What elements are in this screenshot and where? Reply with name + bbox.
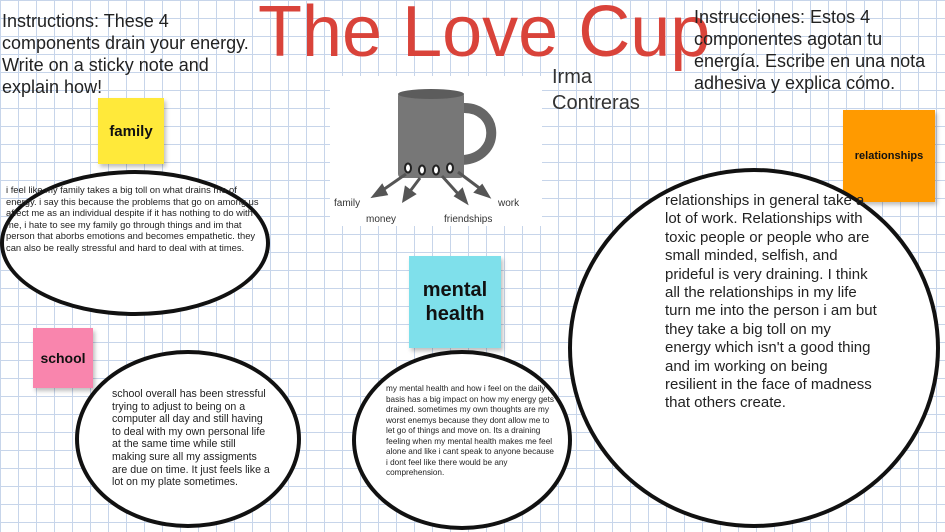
love-cup-illustration <box>330 76 542 226</box>
page-title: The Love Cup <box>258 0 711 72</box>
mug-label-family: family <box>334 198 361 209</box>
instructions-english: Instructions: These 4 components drain your energy. Write on a sticky note and explain how! <box>2 11 249 97</box>
sticky-note-relationships[interactable]: relationships <box>843 110 935 202</box>
sticky-note-family[interactable]: family <box>98 98 164 164</box>
mug-label-money: money <box>366 214 397 225</box>
bubble-text-mental-health[interactable]: my mental health and how i feel on the daily basis has a big impact on how my energy gets drained. sometimes my own thoughts are my worst enemys because they dont allow me to let go of things and move on. Its a draining feeling when my mental health makes me feel alone and like i cant speak to anyone because i dont feel like there would be any comprehension. <box>386 384 554 477</box>
author-name: Irma Contreras <box>552 66 640 114</box>
bubble-text-school[interactable]: school overall has been stressful trying to adjust to being on a computer all day and still having to deal with my own personal life at the same time while still making sure all my assigments are due on time. It just feels like a lot on my plate sometimes. <box>112 388 270 489</box>
mug-label-friendships: friendships <box>444 214 493 225</box>
mug-label-work: work <box>498 198 520 209</box>
sticky-note-mental-health[interactable]: mental health <box>409 256 501 348</box>
instructions-spanish: Instrucciones: Estos 4 componentes agotan tu energía. Escribe en una nota adhesiva y explica cómo. <box>694 7 926 93</box>
mug-icon <box>330 76 542 226</box>
sticky-note-school[interactable]: school <box>33 328 93 388</box>
bubble-text-relationships[interactable]: relationships in general take a lot of work. Relationships with toxic people or people who are small minded, selfish, and prideful is very draining. I think all the relationships in my life turn me into the person i am but they take a big toll on my energy which isn't a good thing and im working on being resilient in the face of madness that others create. <box>665 192 877 412</box>
bubble-text-family[interactable]: i feel like my family takes a big toll on what drains me of energy. i say this because the problems that go on among us affect me as an individual despite if it has nothing to do with me, i hate to see my family go through things and im that person that aborbs emotions and becomes empathetic. they can also be really stressful and hard to deal with at times. <box>6 184 259 253</box>
